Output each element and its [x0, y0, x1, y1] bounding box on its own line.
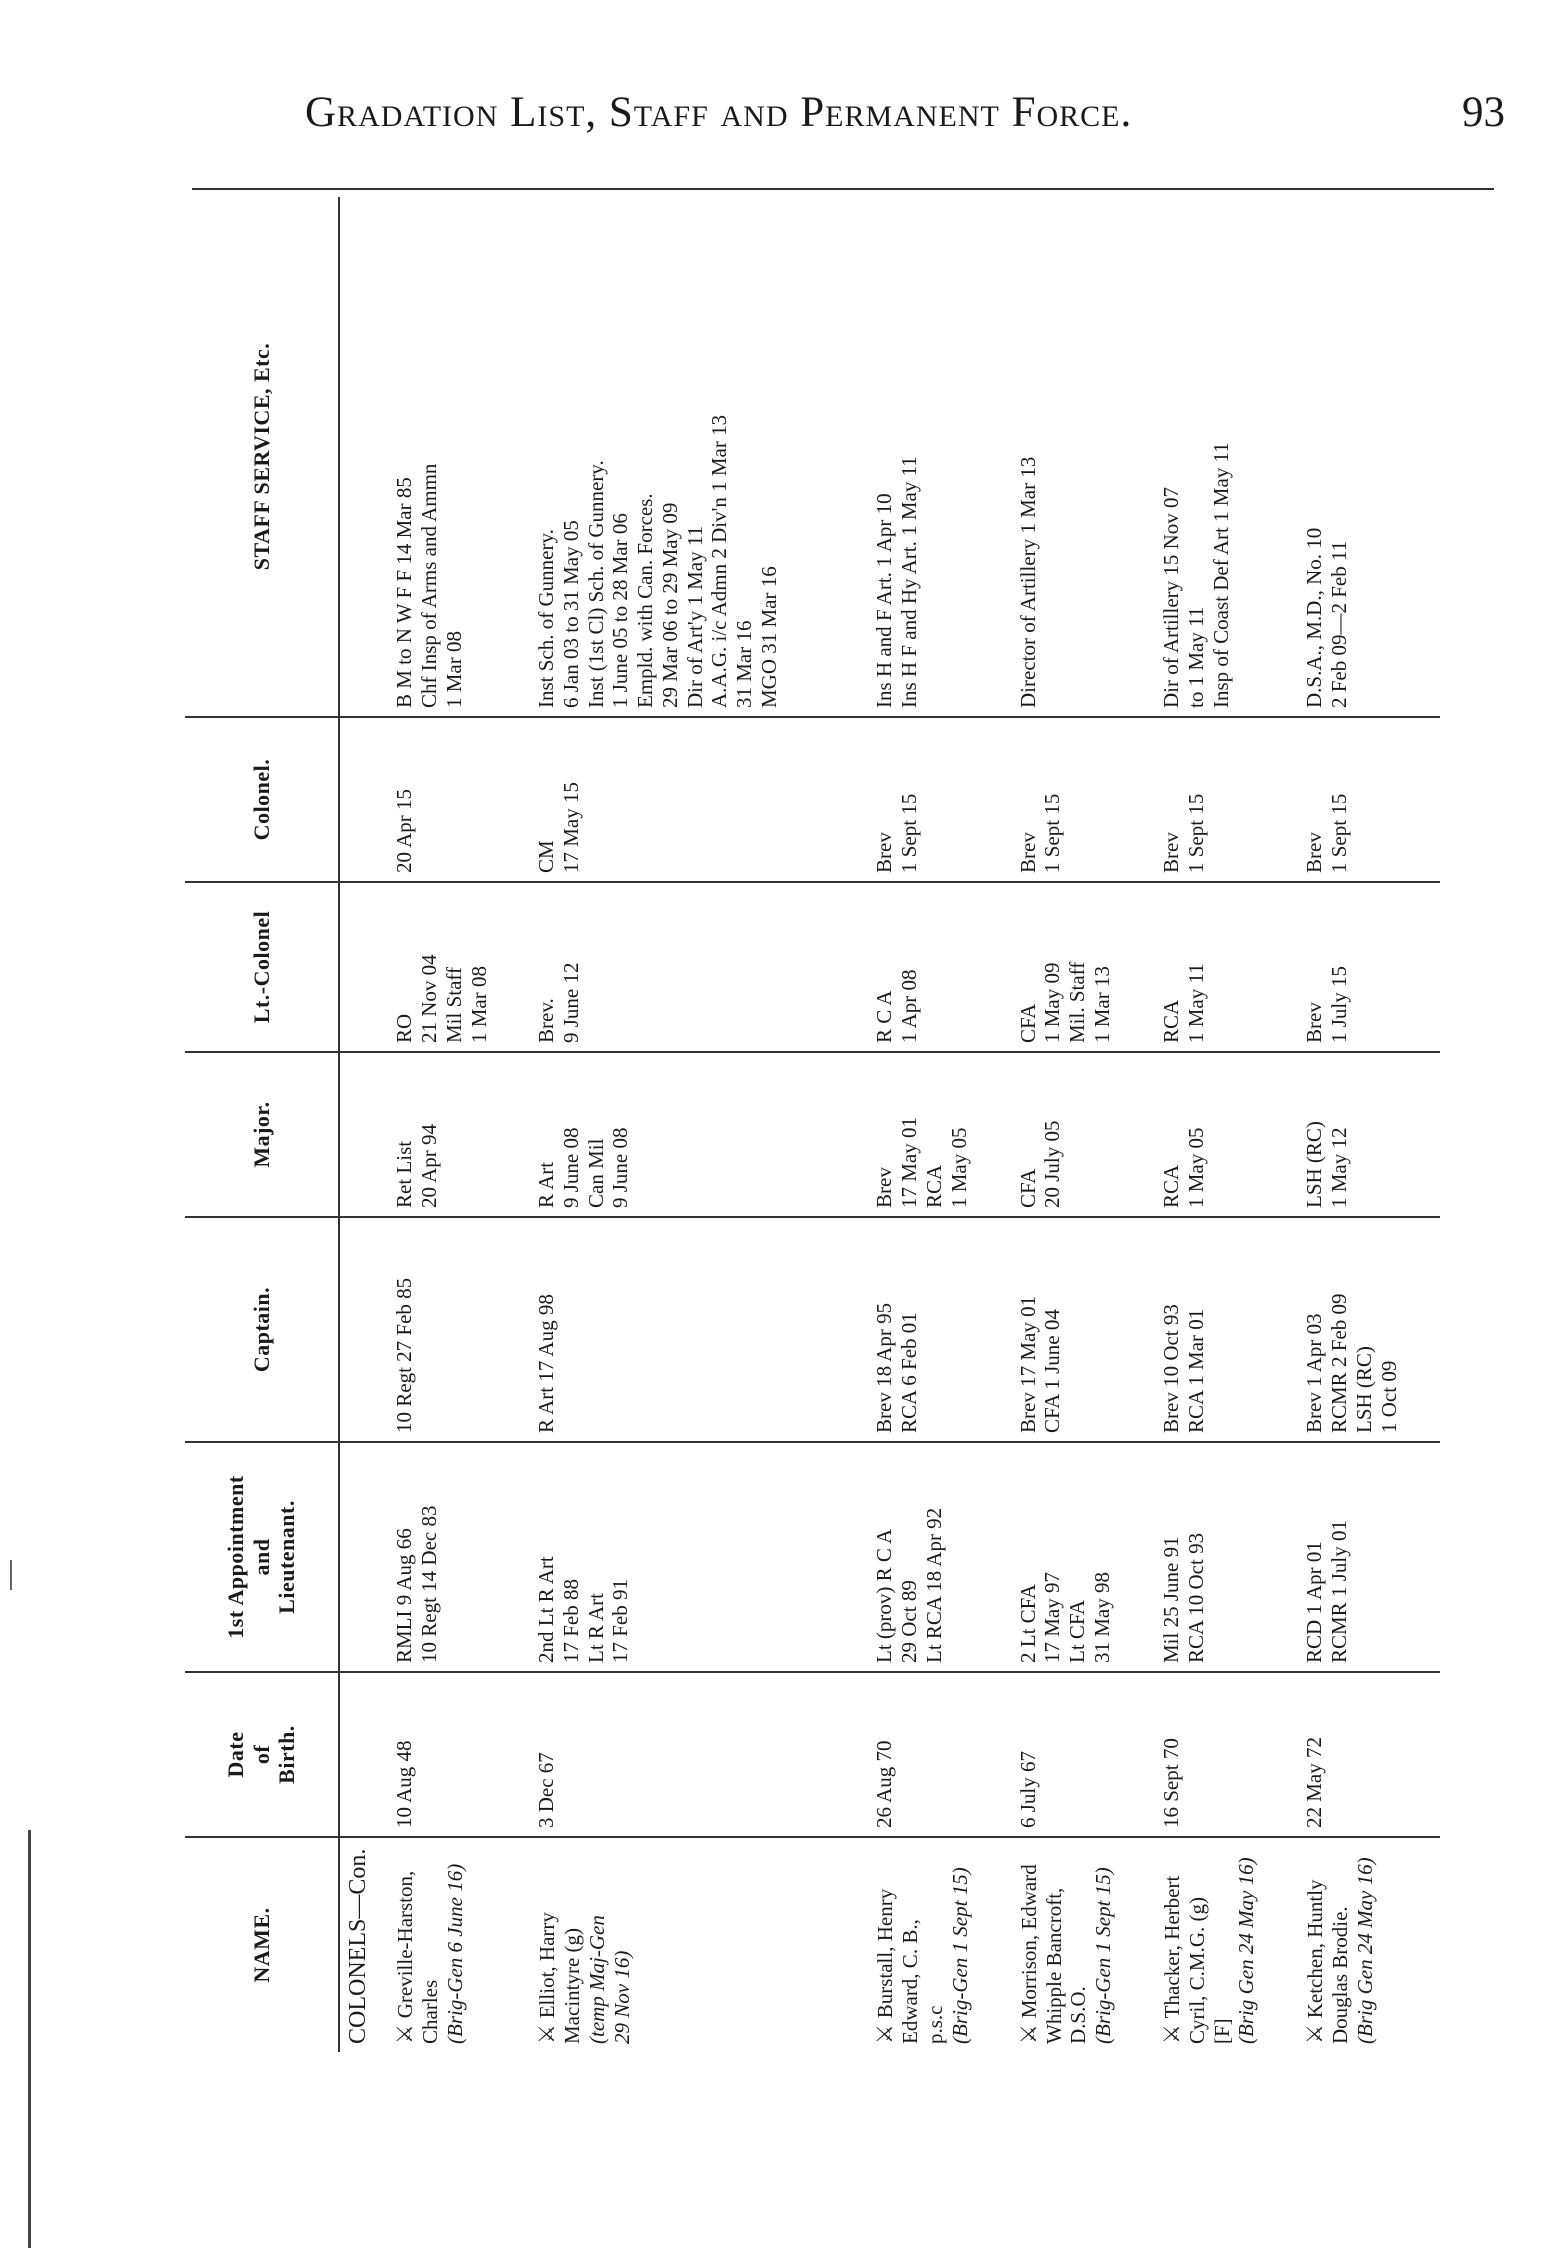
dob-cell: 3 Dec 67	[530, 1672, 868, 1837]
dob-cell: 16 Sept 70	[1155, 1672, 1298, 1837]
officer-name: Burstall, Henry Edward, C. B., p.s.c	[873, 1888, 948, 2044]
major-cell: Ret List 20 Apr 94	[388, 1052, 530, 1217]
crossed-swords-icon: ⚔	[872, 2024, 898, 2044]
col-ltcolonel-header: Lt.-Colonel	[185, 882, 339, 1052]
ltcolonel-cell: R C A 1 Apr 08	[868, 882, 1011, 1052]
first-appointment-cell: Lt (prov) R C A 29 Oct 89 Lt RCA 18 Apr 92	[868, 1442, 1011, 1672]
crossed-swords-icon: ⚔	[1015, 2024, 1041, 2044]
col-major-header: Major.	[185, 1052, 339, 1217]
ltcolonel-cell: RCA 1 May 11	[1155, 882, 1298, 1052]
major-cell: Brev 17 May 01 RCA 1 May 05	[868, 1052, 1011, 1217]
captain-cell: Brev 17 May 01 CFA 1 June 04	[1012, 1217, 1155, 1442]
name-cell	[1155, 1837, 1298, 2052]
major-cell: R Art 9 June 08 Can Mil 9 June 08	[530, 1052, 868, 1217]
first-appointment-cell: RCD 1 Apr 01 RCMR 1 July 01	[1298, 1442, 1440, 1672]
col-staff-service-header: STAFF SERVICE, Etc.	[185, 197, 339, 717]
gradation-table	[185, 197, 1440, 2052]
staff-service-cell: B M to N W F F 14 Mar 85 Chf Insp of Arms and Ammn 1 Mar 08	[388, 197, 530, 717]
crossed-swords-icon: ⚔	[1302, 2024, 1328, 2044]
table-row	[388, 197, 530, 2052]
officer-name: Elliot, Harry Macintyre (g)	[535, 1912, 585, 2044]
officer-note: (Brig Gen 24 May 16)	[1234, 1857, 1259, 2044]
staff-service-cell: Inst Sch. of Gunnery. 6 Jan 03 to 31 May 05 Inst (1st Cl) Sch. of Gunnery. 1 June 05 to 28 Mar 06 Empld. with Can. Forces. 29 Mar 06 to 29 May 09 Dir of Art'y 1 May 11 A.A.G. i/c Admn 2 Div'n 1 Mar 13 31 Mar 16 MGO 31 Mar 16	[530, 197, 868, 717]
name-cell	[868, 1837, 1011, 2052]
ltcolonel-cell: Brev 1 July 15	[1298, 882, 1440, 1052]
crossed-swords-icon: ⚔	[1158, 2024, 1184, 2044]
header-row	[185, 197, 339, 2052]
captain-cell: 10 Regt 27 Feb 85	[388, 1217, 530, 1442]
officer-name: Ketchen, Huntly Douglas Brodie.	[1303, 1879, 1353, 2044]
table-row	[1012, 197, 1155, 2052]
crossed-swords-icon: ⚔	[392, 2024, 418, 2044]
colonel-cell: Brev 1 Sept 15	[1012, 717, 1155, 882]
ltcolonel-cell: Brev. 9 June 12	[530, 882, 868, 1052]
dob-cell: 10 Aug 48	[388, 1672, 530, 1837]
officer-note: (Brig Gen 24 May 16)	[1352, 1857, 1377, 2044]
name-cell	[388, 1837, 530, 2052]
major-cell: LSH (RC) 1 May 12	[1298, 1052, 1440, 1217]
officer-name: Thacker, Herbert Cyril, C.M.G. (g) [F]	[1159, 1875, 1234, 2044]
table-row	[868, 197, 1011, 2052]
section-row	[339, 197, 388, 2052]
table-row	[1298, 197, 1440, 2052]
staff-service-cell: Ins H and F Art. 1 Apr 10 Ins H F and Hy Art. 1 May 11	[868, 197, 1011, 717]
page-header	[305, 88, 1505, 138]
officer-note: (Brig-Gen 6 June 16)	[443, 1863, 468, 2044]
staff-service-cell: D.S.A., M.D., No. 10 2 Feb 09—2 Feb 11	[1298, 197, 1440, 717]
first-appointment-cell: Mil 25 June 91 RCA 10 Oct 93	[1155, 1442, 1298, 1672]
captain-cell: Brev 10 Oct 93 RCA 1 Mar 01	[1155, 1217, 1298, 1442]
captain-cell: R Art 17 Aug 98	[530, 1217, 868, 1442]
officer-note: (Brig-Gen 1 Sept 15)	[947, 1867, 972, 2044]
officer-note: (Brig-Gen 1 Sept 15)	[1091, 1867, 1116, 2044]
col-first-appointment-header: 1st Appointment and Lieutenant.	[185, 1442, 339, 1672]
colonel-cell: Brev 1 Sept 15	[1298, 717, 1440, 882]
colonel-cell: CM 17 May 15	[530, 717, 868, 882]
major-cell: RCA 1 May 05	[1155, 1052, 1298, 1217]
table-row	[1155, 197, 1298, 2052]
section-label: COLONELS—Con.	[345, 1848, 371, 2044]
major-cell: CFA 20 July 05	[1012, 1052, 1155, 1217]
colonel-cell: Brev 1 Sept 15	[868, 717, 1011, 882]
margin-mark	[28, 1830, 31, 2248]
col-name-header: NAME.	[185, 1837, 339, 2052]
officer-name: Greville-Harston, Charles	[393, 1870, 443, 2044]
page-number: 93	[1462, 89, 1505, 136]
first-appointment-cell: 2 Lt CFA 17 May 97 Lt CFA 31 May 98	[1012, 1442, 1155, 1672]
ltcolonel-cell: RO 21 Nov 04 Mil Staff 1 Mar 08	[388, 882, 530, 1052]
staff-service-cell: Director of Artillery 1 Mar 13	[1012, 197, 1155, 717]
dob-cell: 22 May 72	[1298, 1672, 1440, 1837]
page-title: Gradation List, Staff and Permanent Force.	[305, 89, 1133, 136]
header-rule	[192, 188, 1494, 190]
dob-cell: 6 July 67	[1012, 1672, 1155, 1837]
staff-service-cell: Dir of Artillery 15 Nov 07 to 1 May 11 Insp of Coast Def Art 1 May 11	[1155, 197, 1298, 717]
margin-mark-small	[10, 1560, 12, 1590]
first-appointment-cell: 2nd Lt R Art 17 Feb 88 Lt R Art 17 Feb 91	[530, 1442, 868, 1672]
colonel-cell: 20 Apr 15	[388, 717, 530, 882]
rotated-table-container	[185, 197, 1440, 2052]
col-dob-header: Date of Birth.	[185, 1672, 339, 1837]
name-cell	[1012, 1837, 1155, 2052]
name-cell	[1298, 1837, 1440, 2052]
col-captain-header: Captain.	[185, 1217, 339, 1442]
col-colonel-header: Colonel.	[185, 717, 339, 882]
colonel-cell: Brev 1 Sept 15	[1155, 717, 1298, 882]
dob-cell: 26 Aug 70	[868, 1672, 1011, 1837]
captain-cell: Brev 1 Apr 03 RCMR 2 Feb 09 LSH (RC) 1 Oct 09	[1298, 1217, 1440, 1442]
name-cell	[530, 1837, 868, 2052]
table-row	[530, 197, 868, 2052]
crossed-swords-icon: ⚔	[534, 2024, 560, 2044]
ltcolonel-cell: CFA 1 May 09 Mil. Staff 1 Mar 13	[1012, 882, 1155, 1052]
officer-name: Morrison, Edward Whipple Bancroft, D.S.O.	[1016, 1864, 1091, 2044]
first-appointment-cell: RMLI 9 Aug 66 10 Regt 14 Dec 83	[388, 1442, 530, 1672]
officer-note: (temp Maj-Gen 29 Nov 16)	[584, 1915, 634, 2044]
captain-cell: Brev 18 Apr 95 RCA 6 Feb 01	[868, 1217, 1011, 1442]
